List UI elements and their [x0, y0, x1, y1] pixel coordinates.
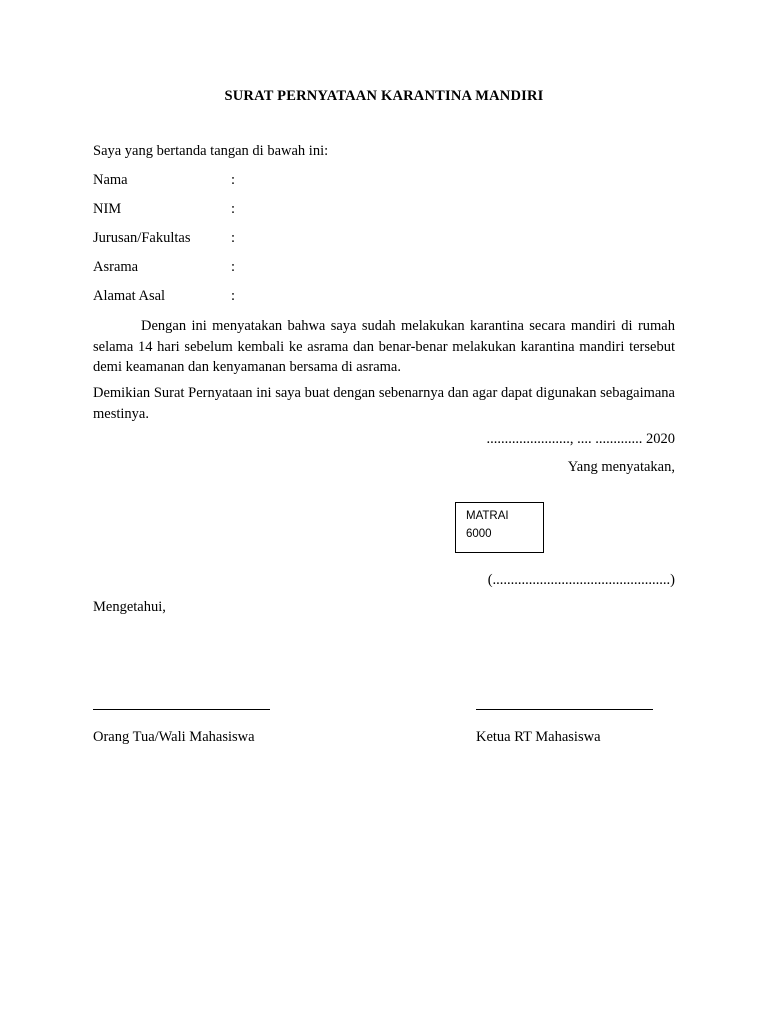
- signature-line-right: [476, 709, 653, 710]
- field-label-nama: Nama: [93, 172, 128, 188]
- field-label-jurusan: Jurusan/Fakultas: [93, 230, 191, 246]
- field-colon-nim: :: [231, 201, 236, 217]
- document-title: SURAT PERNYATAAN KARANTINA MANDIRI: [224, 88, 544, 104]
- signature-placeholder: (.................................................): [487, 572, 675, 588]
- field-label-alamat: Alamat Asal: [93, 288, 166, 304]
- intro-text: Saya yang bertanda tangan di bawah ini:: [93, 143, 329, 159]
- field-colon-nama: :: [231, 172, 236, 188]
- declaration-paragraph: Dengan ini menyatakan bahwa saya sudah melakukan karantina secara mandiri di rumah selama 14 hari sebelum kembali ke asrama dan benar-benar melakukan karantina mandiri tersebut demi keamanan dan kenyamanan bersama di asrama.: [93, 318, 675, 375]
- field-colon-jurusan: :: [231, 230, 236, 246]
- field-colon-asrama: :: [231, 259, 236, 275]
- signatory-right: Ketua RT Mahasiswa: [476, 729, 601, 745]
- closing-paragraph: Demikian Surat Pernyataan ini saya buat dengan sebenarnya dan agar dapat digunakan sebagaimana mestinya.: [93, 385, 675, 422]
- declarant-label: Yang menyatakan,: [567, 459, 675, 475]
- field-label-asrama: Asrama: [93, 259, 139, 275]
- acknowledged-label: Mengetahui,: [93, 599, 166, 615]
- field-colon-alamat: :: [231, 288, 236, 304]
- stamp-label: MATRAI: [466, 510, 509, 522]
- stamp-box: [455, 502, 544, 553]
- signatory-left: Orang Tua/Wali Mahasiswa: [93, 729, 255, 745]
- date-line: ......................., .... ............. 2020: [486, 431, 675, 447]
- stamp-value: 6000: [466, 528, 492, 540]
- signature-line-left: [93, 709, 270, 710]
- field-label-nim: NIM: [93, 201, 122, 217]
